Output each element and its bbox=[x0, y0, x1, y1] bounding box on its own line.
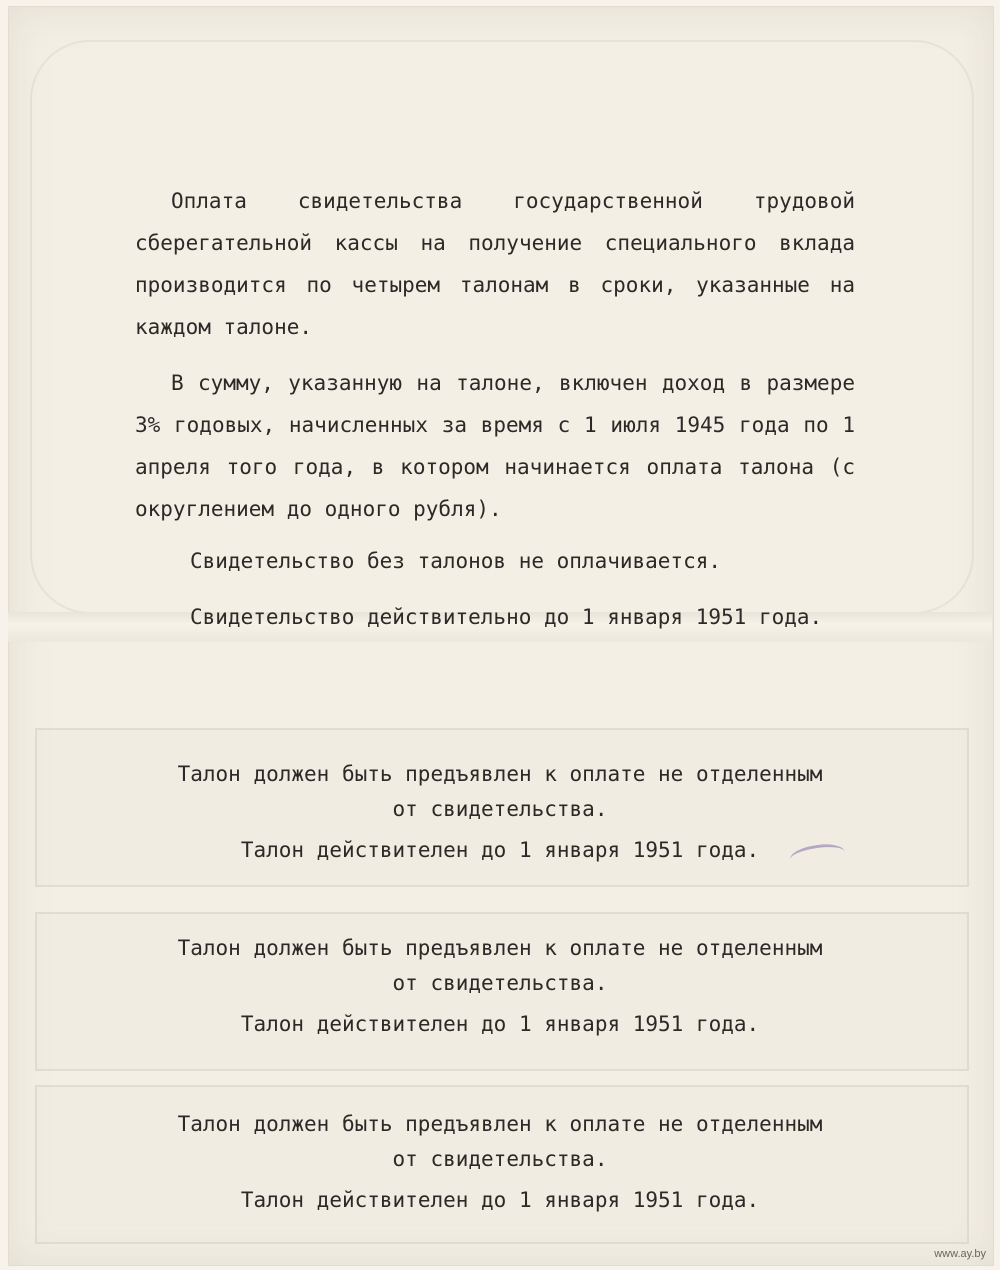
coupon-3-line2: от свидетельства. bbox=[392, 1147, 608, 1171]
site-watermark: www.ay.by bbox=[934, 1248, 986, 1260]
paragraph-no-coupons: Свидетельство без талонов не оплачивается. bbox=[190, 549, 722, 573]
coupon-1 bbox=[120, 757, 880, 868]
coupon-2 bbox=[120, 931, 880, 1042]
coupon-1-line1: Талон должен быть предъявлен к оплате не отделенным bbox=[177, 762, 823, 786]
paragraph-payment-terms: Оплата свидетельства государственной трудовой сберегательной кассы на получение специального вклада производится по четырем талонам в сроки, указанные на каждом талоне. bbox=[135, 189, 855, 339]
paragraph-validity: Свидетельство действительно до 1 января 1951 года. bbox=[190, 605, 823, 629]
coupon-3-validity: Талон действителен до 1 января 1951 года. bbox=[240, 1188, 760, 1212]
coupon-1-validity: Талон действителен до 1 января 1951 года. bbox=[240, 838, 760, 862]
coupon-2-validity: Талон действителен до 1 января 1951 года. bbox=[240, 1012, 760, 1036]
coupon-2-line2: от свидетельства. bbox=[392, 971, 608, 995]
coupon-2-line1: Талон должен быть предъявлен к оплате не отделенным bbox=[177, 936, 823, 960]
coupon-1-line2: от свидетельства. bbox=[392, 797, 608, 821]
paragraph-interest: В сумму, указанную на талоне, включен доход в размере 3% годовых, начисленных за время с 1 июля 1945 года по 1 апреля того года, в котором начинается оплата талона (с округлением до одного рубля). bbox=[135, 371, 855, 521]
coupon-3-line1: Талон должен быть предъявлен к оплате не отделенным bbox=[177, 1112, 823, 1136]
coupon-3 bbox=[120, 1107, 880, 1218]
